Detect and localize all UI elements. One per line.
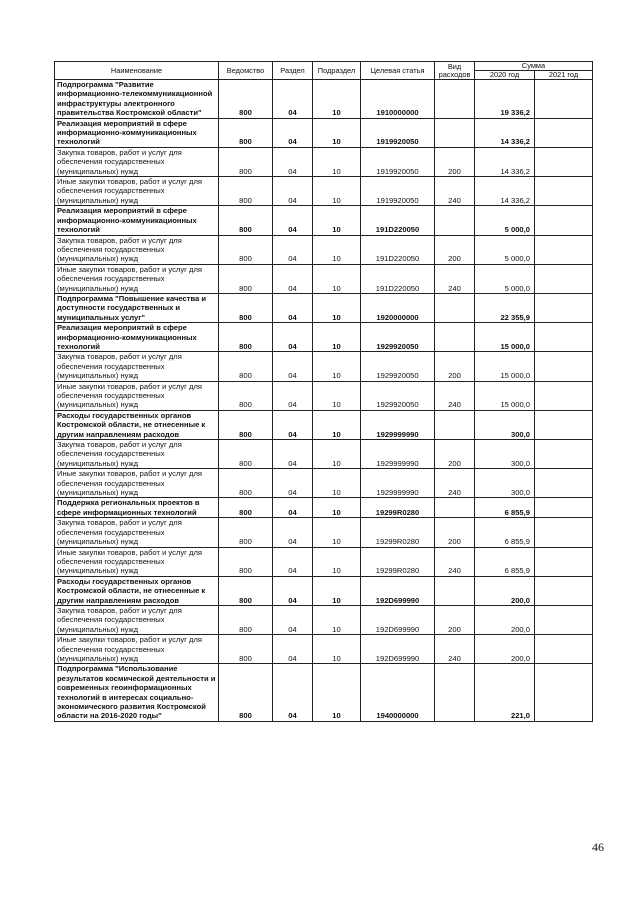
cell-sum-2021 — [535, 518, 593, 547]
cell-sum-2020: 300,0 — [475, 410, 535, 439]
cell-vid-raskhodov: 240 — [435, 469, 475, 498]
cell-name: Иные закупки товаров, работ и услуг для обеспечения государственных (муниципальных) нужд — [55, 635, 219, 664]
cell-podrazdel: 10 — [313, 635, 361, 664]
cell-sum-2020: 19 336,2 — [475, 80, 535, 119]
cell-name: Поддержка региональных проектов в сфере информационных технологий — [55, 498, 219, 518]
cell-cel-statya: 1920000000 — [361, 293, 435, 322]
cell-name: Закупка товаров, работ и услуг для обеспечения государственных (муниципальных) нужд — [55, 235, 219, 264]
cell-cel-statya: 1919920050 — [361, 118, 435, 147]
cell-name: Иные закупки товаров, работ и услуг для обеспечения государственных (муниципальных) нужд — [55, 381, 219, 410]
cell-name: Закупка товаров, работ и услуг для обеспечения государственных (муниципальных) нужд — [55, 440, 219, 469]
cell-sum-2020: 300,0 — [475, 440, 535, 469]
table-row — [55, 410, 593, 439]
cell-vid-raskhodov: 200 — [435, 352, 475, 381]
header-cel-statya: Целевая статья — [361, 62, 435, 80]
cell-vid-raskhodov — [435, 498, 475, 518]
cell-name: Иные закупки товаров, работ и услуг для обеспечения государственных (муниципальных) нужд — [55, 469, 219, 498]
cell-podrazdel: 10 — [313, 352, 361, 381]
cell-vedomstvo: 800 — [219, 576, 273, 605]
cell-vid-raskhodov: 240 — [435, 547, 475, 576]
cell-podrazdel: 10 — [313, 118, 361, 147]
cell-name: Подпрограмма "Развитие информационно-телекоммуникационной инфраструктуры электронного правительства Костромской области" — [55, 80, 219, 119]
header-year-2020: 2020 год — [475, 71, 535, 80]
header-vid-raskhodov: Вид расходов — [435, 62, 475, 80]
cell-vedomstvo: 800 — [219, 498, 273, 518]
cell-cel-statya: 19299R0280 — [361, 498, 435, 518]
cell-podrazdel: 10 — [313, 664, 361, 721]
page-number: 46 — [592, 840, 604, 854]
budget-table — [54, 61, 593, 722]
cell-cel-statya: 191D220050 — [361, 235, 435, 264]
header-razdel: Раздел — [273, 62, 313, 80]
table-row — [55, 293, 593, 322]
cell-cel-statya: 19299R0280 — [361, 547, 435, 576]
cell-sum-2021 — [535, 80, 593, 119]
cell-podrazdel: 10 — [313, 177, 361, 206]
cell-razdel: 04 — [273, 264, 313, 293]
cell-razdel: 04 — [273, 547, 313, 576]
cell-podrazdel: 10 — [313, 498, 361, 518]
cell-cel-statya: 191D220050 — [361, 264, 435, 293]
cell-name: Иные закупки товаров, работ и услуг для обеспечения государственных (муниципальных) нужд — [55, 177, 219, 206]
cell-name: Закупка товаров, работ и услуг для обеспечения государственных (муниципальных) нужд — [55, 352, 219, 381]
cell-sum-2021 — [535, 352, 593, 381]
cell-podrazdel: 10 — [313, 605, 361, 634]
table-row — [55, 664, 593, 721]
cell-vid-raskhodov: 200 — [435, 605, 475, 634]
cell-razdel: 04 — [273, 635, 313, 664]
table-row — [55, 80, 593, 119]
cell-sum-2021 — [535, 635, 593, 664]
cell-sum-2020: 14 336,2 — [475, 118, 535, 147]
table-row — [55, 635, 593, 664]
cell-sum-2021 — [535, 664, 593, 721]
header-vedomstvo: Ведомство — [219, 62, 273, 80]
table-body — [55, 80, 593, 722]
header-podrazdel: Подраздел — [313, 62, 361, 80]
cell-razdel: 04 — [273, 118, 313, 147]
cell-sum-2021 — [535, 605, 593, 634]
cell-razdel: 04 — [273, 664, 313, 721]
cell-name: Расходы государственных органов Костромской области, не отнесенные к другим направлениям расходов — [55, 576, 219, 605]
cell-sum-2020: 221,0 — [475, 664, 535, 721]
cell-vedomstvo: 800 — [219, 547, 273, 576]
cell-vid-raskhodov: 200 — [435, 518, 475, 547]
cell-vedomstvo: 800 — [219, 605, 273, 634]
cell-vedomstvo: 800 — [219, 635, 273, 664]
cell-sum-2021 — [535, 293, 593, 322]
cell-name: Подпрограмма "Повышение качества и доступности государственных и муниципальных услуг" — [55, 293, 219, 322]
header-year-2021: 2021 год — [535, 71, 593, 80]
cell-sum-2020: 5 000,0 — [475, 206, 535, 235]
cell-sum-2020: 15 000,0 — [475, 352, 535, 381]
cell-vedomstvo: 800 — [219, 293, 273, 322]
table-row — [55, 605, 593, 634]
table-row — [55, 498, 593, 518]
cell-cel-statya: 1940000000 — [361, 664, 435, 721]
cell-sum-2020: 300,0 — [475, 469, 535, 498]
cell-vid-raskhodov: 200 — [435, 147, 475, 176]
cell-vedomstvo: 800 — [219, 410, 273, 439]
cell-sum-2021 — [535, 576, 593, 605]
cell-sum-2020: 200,0 — [475, 605, 535, 634]
cell-sum-2020: 5 000,0 — [475, 264, 535, 293]
cell-vid-raskhodov — [435, 410, 475, 439]
cell-vedomstvo: 800 — [219, 323, 273, 352]
cell-razdel: 04 — [273, 235, 313, 264]
table-row — [55, 177, 593, 206]
cell-sum-2021 — [535, 410, 593, 439]
cell-sum-2021 — [535, 118, 593, 147]
cell-name: Закупка товаров, работ и услуг для обеспечения государственных (муниципальных) нужд — [55, 147, 219, 176]
table-row — [55, 118, 593, 147]
cell-vedomstvo: 800 — [219, 118, 273, 147]
cell-cel-statya: 1929999990 — [361, 440, 435, 469]
cell-sum-2021 — [535, 206, 593, 235]
cell-razdel: 04 — [273, 323, 313, 352]
table-row — [55, 381, 593, 410]
cell-vid-raskhodov: 240 — [435, 381, 475, 410]
cell-sum-2021 — [535, 469, 593, 498]
cell-vid-raskhodov: 200 — [435, 440, 475, 469]
cell-razdel: 04 — [273, 206, 313, 235]
cell-razdel: 04 — [273, 469, 313, 498]
cell-cel-statya: 1910000000 — [361, 80, 435, 119]
cell-sum-2021 — [535, 323, 593, 352]
cell-vid-raskhodov — [435, 293, 475, 322]
cell-razdel: 04 — [273, 440, 313, 469]
cell-podrazdel: 10 — [313, 80, 361, 119]
cell-podrazdel: 10 — [313, 381, 361, 410]
cell-cel-statya: 1919920050 — [361, 147, 435, 176]
cell-sum-2021 — [535, 147, 593, 176]
cell-podrazdel: 10 — [313, 440, 361, 469]
cell-vedomstvo: 800 — [219, 177, 273, 206]
cell-sum-2021 — [535, 547, 593, 576]
table-row — [55, 352, 593, 381]
cell-vedomstvo: 800 — [219, 147, 273, 176]
cell-vedomstvo: 800 — [219, 664, 273, 721]
cell-sum-2020: 15 000,0 — [475, 323, 535, 352]
cell-cel-statya: 191D220050 — [361, 206, 435, 235]
header-name: Наименование — [55, 62, 219, 80]
cell-cel-statya: 1929999990 — [361, 469, 435, 498]
cell-name: Расходы государственных органов Костромской области, не отнесенные к другим направлениям расходов — [55, 410, 219, 439]
cell-sum-2021 — [535, 177, 593, 206]
table-row — [55, 469, 593, 498]
table-row — [55, 206, 593, 235]
cell-sum-2020: 200,0 — [475, 635, 535, 664]
cell-name: Закупка товаров, работ и услуг для обеспечения государственных (муниципальных) нужд — [55, 605, 219, 634]
cell-vedomstvo: 800 — [219, 469, 273, 498]
cell-razdel: 04 — [273, 352, 313, 381]
cell-vedomstvo: 800 — [219, 381, 273, 410]
cell-vedomstvo: 800 — [219, 80, 273, 119]
header-summa: Сумма — [475, 62, 593, 71]
cell-podrazdel: 10 — [313, 576, 361, 605]
table-row — [55, 518, 593, 547]
cell-sum-2021 — [535, 235, 593, 264]
cell-sum-2020: 14 336,2 — [475, 147, 535, 176]
cell-vedomstvo: 800 — [219, 440, 273, 469]
cell-sum-2021 — [535, 498, 593, 518]
cell-sum-2020: 22 355,9 — [475, 293, 535, 322]
cell-vedomstvo: 800 — [219, 518, 273, 547]
cell-sum-2020: 6 855,9 — [475, 547, 535, 576]
cell-podrazdel: 10 — [313, 547, 361, 576]
cell-sum-2020: 15 000,0 — [475, 381, 535, 410]
cell-cel-statya: 192D699990 — [361, 576, 435, 605]
cell-sum-2020: 6 855,9 — [475, 518, 535, 547]
cell-razdel: 04 — [273, 381, 313, 410]
cell-sum-2020: 6 855,9 — [475, 498, 535, 518]
cell-cel-statya: 192D699990 — [361, 605, 435, 634]
cell-podrazdel: 10 — [313, 147, 361, 176]
table-row — [55, 147, 593, 176]
cell-razdel: 04 — [273, 605, 313, 634]
cell-razdel: 04 — [273, 576, 313, 605]
cell-vid-raskhodov — [435, 118, 475, 147]
cell-podrazdel: 10 — [313, 410, 361, 439]
table-row — [55, 547, 593, 576]
cell-razdel: 04 — [273, 293, 313, 322]
cell-vid-raskhodov: 240 — [435, 264, 475, 293]
cell-vid-raskhodov — [435, 576, 475, 605]
cell-vedomstvo: 800 — [219, 206, 273, 235]
cell-name: Иные закупки товаров, работ и услуг для обеспечения государственных (муниципальных) нужд — [55, 547, 219, 576]
table-row — [55, 576, 593, 605]
table-row — [55, 323, 593, 352]
cell-cel-statya: 1929920050 — [361, 381, 435, 410]
cell-podrazdel: 10 — [313, 264, 361, 293]
cell-razdel: 04 — [273, 147, 313, 176]
cell-sum-2021 — [535, 264, 593, 293]
cell-name: Реализация мероприятий в сфере информационно-коммуникационных технологий — [55, 206, 219, 235]
cell-razdel: 04 — [273, 498, 313, 518]
cell-cel-statya: 1929920050 — [361, 323, 435, 352]
cell-cel-statya: 19299R0280 — [361, 518, 435, 547]
table-row — [55, 235, 593, 264]
cell-name: Закупка товаров, работ и услуг для обеспечения государственных (муниципальных) нужд — [55, 518, 219, 547]
cell-podrazdel: 10 — [313, 518, 361, 547]
cell-vid-raskhodov: 240 — [435, 177, 475, 206]
cell-cel-statya: 1919920050 — [361, 177, 435, 206]
cell-sum-2021 — [535, 440, 593, 469]
cell-cel-statya: 192D699990 — [361, 635, 435, 664]
cell-vid-raskhodov — [435, 206, 475, 235]
cell-podrazdel: 10 — [313, 323, 361, 352]
cell-vedomstvo: 800 — [219, 235, 273, 264]
cell-name: Подпрограмма "Использование результатов космической деятельности и современных геоинформационных технологий в интересах социально-экономического развития Костромской области на 2016-2020 годы" — [55, 664, 219, 721]
table-row — [55, 440, 593, 469]
cell-sum-2020: 14 336,2 — [475, 177, 535, 206]
cell-razdel: 04 — [273, 410, 313, 439]
cell-podrazdel: 10 — [313, 469, 361, 498]
cell-vedomstvo: 800 — [219, 264, 273, 293]
cell-vedomstvo: 800 — [219, 352, 273, 381]
cell-sum-2020: 5 000,0 — [475, 235, 535, 264]
cell-vid-raskhodov — [435, 323, 475, 352]
cell-cel-statya: 1929920050 — [361, 352, 435, 381]
cell-razdel: 04 — [273, 80, 313, 119]
cell-name: Иные закупки товаров, работ и услуг для обеспечения государственных (муниципальных) нужд — [55, 264, 219, 293]
cell-razdel: 04 — [273, 177, 313, 206]
cell-cel-statya: 1929999990 — [361, 410, 435, 439]
table-row — [55, 264, 593, 293]
cell-sum-2020: 200,0 — [475, 576, 535, 605]
cell-podrazdel: 10 — [313, 293, 361, 322]
cell-razdel: 04 — [273, 518, 313, 547]
cell-vid-raskhodov — [435, 664, 475, 721]
cell-sum-2021 — [535, 381, 593, 410]
cell-vid-raskhodov — [435, 80, 475, 119]
cell-podrazdel: 10 — [313, 206, 361, 235]
cell-podrazdel: 10 — [313, 235, 361, 264]
cell-name: Реализация мероприятий в сфере информационно-коммуникационных технологий — [55, 323, 219, 352]
cell-vid-raskhodov: 240 — [435, 635, 475, 664]
cell-name: Реализация мероприятий в сфере информационно-коммуникационных технологий — [55, 118, 219, 147]
cell-vid-raskhodov: 200 — [435, 235, 475, 264]
